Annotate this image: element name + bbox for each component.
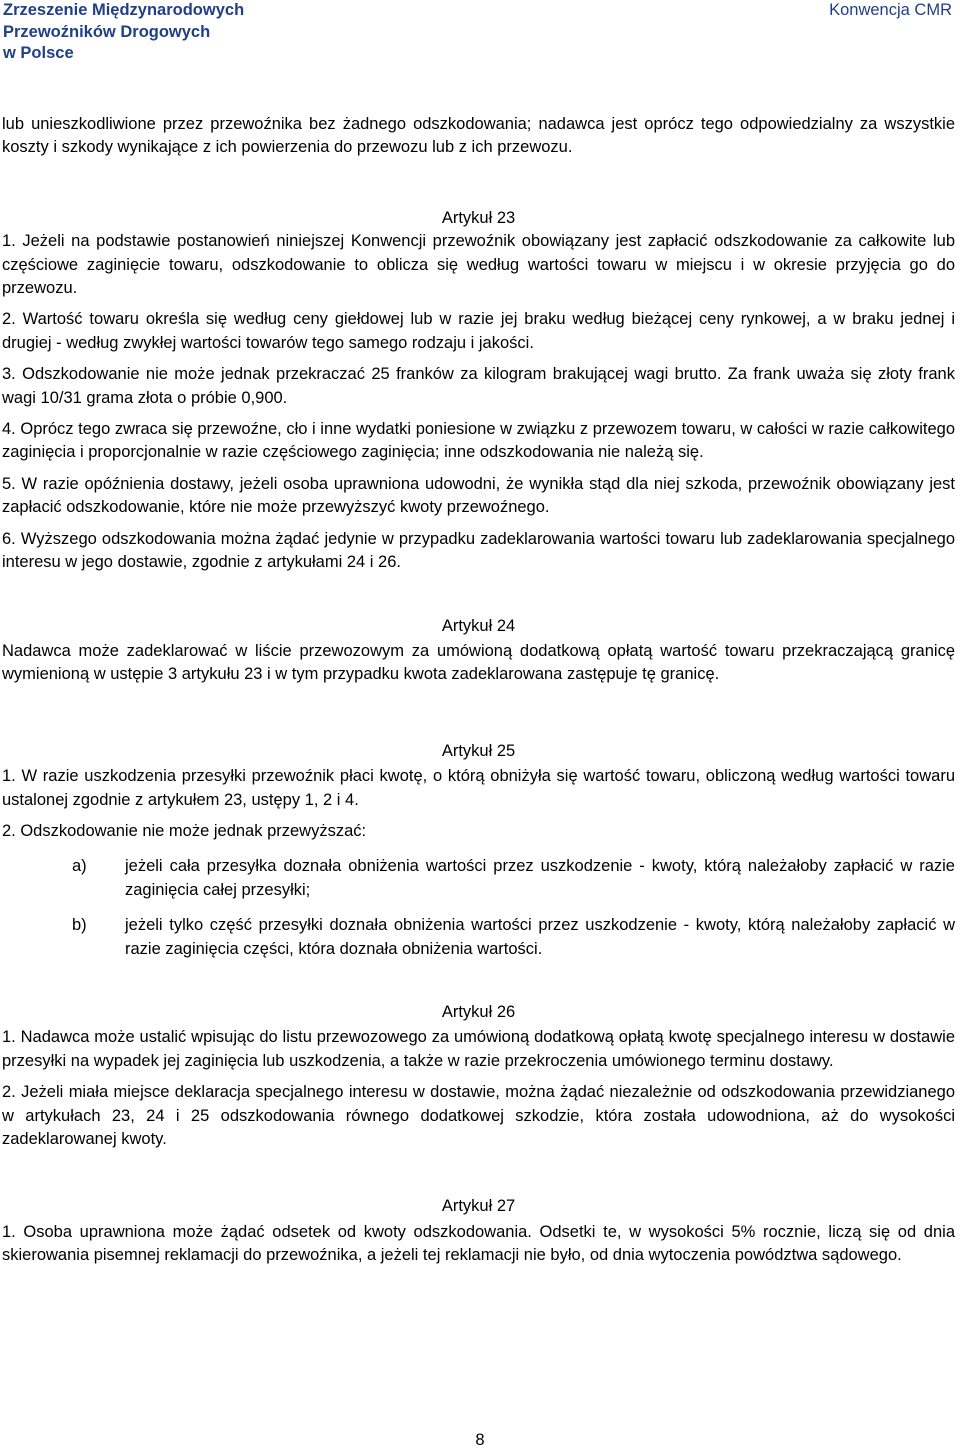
list-item-letter: a): [72, 857, 87, 876]
article-25-list-item-a: [2, 855, 955, 902]
list-item-letter: b): [72, 916, 87, 935]
page-header: [0, 0, 960, 68]
article-24: [2, 615, 955, 687]
article-23-paragraph-5: 5. W razie opóźnienia dostawy, jeżeli osoba uprawniona udowodni, że wynikła stąd dla niej szkoda, przewoźnik obowiązany jest zapłacić odszkodowanie, które nie może przewyższyć kwoty przewoźnego.: [2, 474, 955, 517]
org-line-1: Zrzeszenie Międzynarodowych: [3, 1, 245, 19]
intro-paragraph: lub unieszkodliwione przez przewoźnika bez żadnego odszkodowania; nadawca jest oprócz tego odpowiedzialny za wszystkie koszty i szkody wynikające z ich powierzenia do przewozu lub z ich przewozu.: [2, 115, 955, 157]
list-item-text: jeżeli cała przesyłka doznała obniżenia wartości przez uszkodzenie - kwoty, którą należałoby zapłacić w razie zaginięcia całej przesyłki;: [125, 857, 955, 899]
article-24-title: Artykuł 24: [441, 616, 516, 635]
article-26: [2, 1001, 955, 1151]
article-27-title: Artykuł 27: [441, 1197, 516, 1216]
article-24-paragraph-1: Nadawca może zadeklarować w liście przewozowym za umówioną dodatkową opłatą wartość towaru przekraczającą granicę wymienioną w ustępie 3 artykułu 23 i w tym przypadku kwota zadeklarowana zastępuje tę granicę.: [2, 641, 955, 684]
article-25-list-item-b: [2, 914, 955, 961]
article-25: [2, 740, 955, 961]
article-23-paragraph-6: 6. Wyższego odszkodowania można żądać jedynie w przypadku zadeklarowania wartości towaru lub zadeklarowania specjalnego interesu w jego dostawie, zgodnie z artykułami 24 i 26.: [2, 529, 955, 572]
article-25-paragraph-1: 1. W razie uszkodzenia przesyłki przewoźnik płaci kwotę, o którą obniżyła się wartość towaru, obliczoną według wartości towaru ustalonej zgodnie z artykułem 23, ustępy 1, 2 i 4.: [2, 767, 955, 809]
article-25-paragraph-2: 2. Odszkodowanie nie może jednak przewyższać:: [2, 821, 367, 840]
article-27-paragraph-1: 1. Osoba uprawniona może żądać odsetek od kwoty odszkodowania. Odsetki te, w wysokości 5% rocznie, liczą się od dnia skierowania pisemnej reklamacji do przewoźnika, a jeżeli tej reklamacji nie było, od dnia wytoczenia powództwa sądowego.: [2, 1222, 955, 1265]
article-26-title: Artykuł 26: [441, 1002, 516, 1021]
article-25-title: Artykuł 25: [441, 741, 516, 760]
article-26-paragraph-2: 2. Jeżeli miała miejsce deklaracja specjalnego interesu w dostawie, można żądać niezależnie od odszkodowania przewidzianego w artykułach 23, 24 i 25 odszkodowania równego dodatkowej szkodzie, która została udowodniona, aż do wysokości zadeklarowanej kwoty.: [2, 1083, 955, 1148]
article-23-paragraph-1: 1. Jeżeli na podstawie postanowień niniejszej Konwencji przewoźnik obowiązany jest zapłacić odszkodowanie za całkowite lub częściowe zaginięcie towaru, odszkodowanie to oblicza się według wartości towaru w miejscu i w okresie przyjęcia go do przewozu.: [2, 232, 955, 298]
document-body: [2, 113, 955, 1268]
page-number: 8: [475, 1431, 485, 1449]
article-27: [2, 1195, 955, 1267]
organization-name: [3, 0, 244, 65]
article-23-paragraph-3: 3. Odszkodowanie nie może jednak przekraczać 25 franków za kilogram brakującej wagi brutto. Za frank uważa się złoty frank wagi 10/31 grama złota o próbie 0,900.: [2, 365, 955, 407]
list-item-text: jeżeli tylko część przesyłki doznała obniżenia wartości przez uszkodzenie - kwoty, którą należałoby zapłacić w razie zaginięcia części, która doznała obniżenia wartości.: [125, 916, 955, 958]
document-title: Konwencja CMR: [829, 1, 952, 19]
org-line-3: w Polsce: [3, 44, 74, 62]
article-23-paragraph-2: 2. Wartość towaru określa się według ceny giełdowej lub w razie jej braku według bieżącej ceny rynkowej, a w braku jednej i drugiej - według zwykłej wartości towarów tego samego rodzaju i jakości.: [2, 310, 955, 352]
article-23-title: Artykuł 23: [441, 208, 516, 227]
article-23-paragraph-4: 4. Oprócz tego zwraca się przewoźne, cło i inne wydatki poniesione w związku z przewozem towaru, w całości w razie całkowitego zaginięcia i proporcjonalnie w razie częściowego zaginięcia; inne odszkodowania nie należą się.: [2, 420, 955, 462]
article-23: [2, 207, 955, 575]
org-line-2: Przewoźników Drogowych: [3, 22, 211, 41]
article-26-paragraph-1: 1. Nadawca może ustalić wpisując do listu przewozowego za umówioną dodatkową opłatą kwotę specjalnego interesu w dostawie przesyłki na wypadek jej zaginięcia lub uszkodzenia, a także w razie przekroczenia umówionego terminu dostawy.: [2, 1028, 955, 1070]
